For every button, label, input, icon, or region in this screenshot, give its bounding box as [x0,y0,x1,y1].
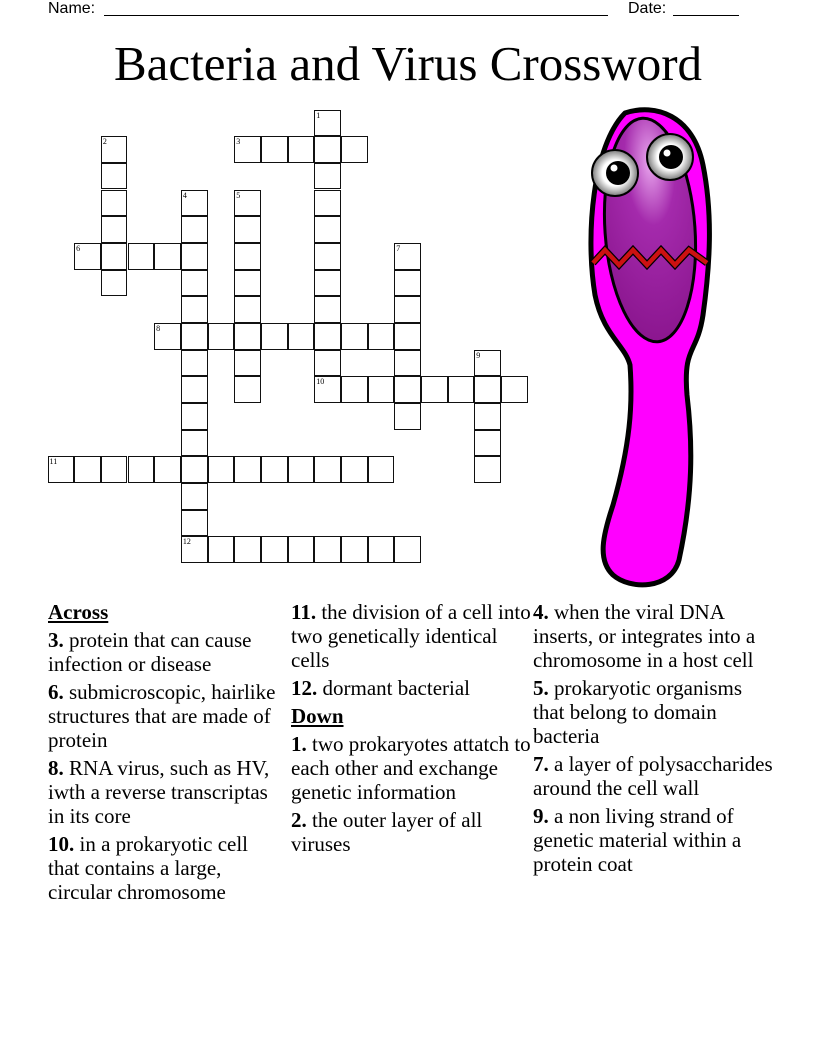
crossword-grid [48,110,548,580]
grid-cell[interactable] [314,296,341,323]
clue-down-1: 1. two prokaryotes attatch to each other and exchange genetic information [291,732,531,804]
grid-cell[interactable] [314,243,341,270]
grid-cell[interactable] [368,323,395,350]
down-heading: Down [291,704,344,728]
clue-across-11: 11. the division of a cell into two genetically identical cells [291,600,531,672]
grid-cell[interactable] [474,456,501,483]
grid-cell[interactable] [181,270,208,297]
grid-cell[interactable] [101,136,128,163]
clue-number: 2 [102,137,107,147]
grid-cell[interactable] [368,376,395,403]
clue-number: 1 [316,110,321,120]
across-heading: Across [48,600,109,624]
grid-cell[interactable] [261,456,288,483]
grid-cell[interactable] [314,456,341,483]
bacterium-illustration [575,105,725,595]
grid-cell[interactable] [341,456,368,483]
clues-column-2 [291,600,531,860]
grid-cell[interactable] [234,456,261,483]
clue-number: 3 [236,137,241,147]
grid-cell[interactable] [314,350,341,377]
grid-cell[interactable] [101,216,128,243]
grid-cell[interactable] [368,456,395,483]
clue-across-3: 3. protein that can cause infection or disease [48,628,252,676]
clue-down-9: 9. a non living strand of genetic material within a protein coat [533,804,742,876]
grid-cell[interactable] [314,323,341,350]
clue-number: 7 [396,243,401,253]
grid-cell[interactable] [288,536,315,563]
date-label: Date: [628,0,667,17]
clues-column-1 [48,600,278,908]
clue-number: 6 [76,243,81,253]
grid-cell[interactable] [181,403,208,430]
clue-number: 5 [236,190,241,200]
clue-number: 4 [182,190,187,200]
clue-number: 10 [316,377,325,387]
clue-across-12: 12. dormant bacterial [291,676,471,700]
grid-cell[interactable] [341,536,368,563]
grid-cell[interactable] [181,190,208,217]
grid-cell[interactable] [288,456,315,483]
grid-cell[interactable] [341,323,368,350]
clue-down-7: 7. a layer of polysaccharides around the cell wall [533,752,773,800]
grid-cell[interactable] [368,536,395,563]
grid-cell[interactable] [208,456,235,483]
grid-cell[interactable] [314,136,341,163]
grid-cell[interactable] [314,163,341,190]
grid-cell[interactable] [74,456,101,483]
grid-cell[interactable] [181,536,208,563]
grid-cell[interactable] [101,456,128,483]
grid-cell[interactable] [501,376,528,403]
grid-cell[interactable] [101,243,128,270]
grid-cell[interactable] [181,323,208,350]
grid-cell[interactable] [314,190,341,217]
grid-cell[interactable] [234,323,261,350]
grid-cell[interactable] [288,323,315,350]
clue-across-6: 6. submicroscopic, hairlike structures that are made of protein [48,680,276,752]
header [48,0,748,20]
grid-cell[interactable] [261,136,288,163]
grid-cell[interactable] [234,216,261,243]
grid-cell[interactable] [234,376,261,403]
clue-across-8: 8. RNA virus, such as HV, iwth a reverse transcriptas in its core [48,756,270,828]
grid-cell[interactable] [181,216,208,243]
grid-cell[interactable] [261,323,288,350]
clue-number: 12 [182,537,191,547]
name-field[interactable] [104,15,608,16]
grid-cell[interactable] [101,190,128,217]
grid-cell[interactable] [181,376,208,403]
grid-cell[interactable] [48,456,75,483]
grid-cell[interactable] [234,270,261,297]
grid-cell[interactable] [181,483,208,510]
grid-cell[interactable] [288,136,315,163]
grid-cell[interactable] [341,136,368,163]
clue-number: 11 [49,457,58,467]
grid-cell[interactable] [181,243,208,270]
grid-cell[interactable] [421,376,448,403]
grid-cell[interactable] [208,536,235,563]
grid-cell[interactable] [154,323,181,350]
date-field[interactable] [673,15,739,16]
grid-cell[interactable] [314,270,341,297]
grid-cell[interactable] [474,403,501,430]
grid-cell[interactable] [394,350,421,377]
page-title: Bacteria and Virus Crossword [113,36,703,91]
grid-cell[interactable] [181,350,208,377]
left-eye [592,150,638,196]
clue-down-2: 2. the outer layer of all viruses [291,808,483,856]
grid-cell[interactable] [314,216,341,243]
grid-cell[interactable] [181,296,208,323]
clue-down-5: 5. prokaryotic organisms that belong to domain bacteria [533,676,742,748]
grid-cell[interactable] [154,456,181,483]
grid-cell[interactable] [101,163,128,190]
grid-cell[interactable] [128,456,155,483]
grid-cell[interactable] [448,376,475,403]
clue-down-4: 4. when the viral DNA inserts, or integrates into a chromosome in a host cell [533,600,756,672]
grid-cell[interactable] [474,350,501,377]
clue-number: 8 [156,323,161,333]
grid-cell[interactable] [394,243,421,270]
grid-cell[interactable] [181,510,208,537]
grid-cell[interactable] [128,243,155,270]
grid-cell[interactable] [181,456,208,483]
right-eye [647,134,693,180]
grid-cell[interactable] [314,110,341,137]
grid-cell[interactable] [394,376,421,403]
grid-cell[interactable] [234,296,261,323]
clues-column-3 [533,600,773,880]
clue-across-10: 10. in a prokaryotic cell that contains a large, circular chromosome [48,832,249,904]
grid-cell[interactable] [394,403,421,430]
grid-cell[interactable] [101,270,128,297]
grid-cell[interactable] [394,536,421,563]
grid-cell[interactable] [341,376,368,403]
grid-cell[interactable] [394,270,421,297]
clue-number: 9 [476,350,481,360]
grid-cell[interactable] [394,323,421,350]
grid-cell[interactable] [474,430,501,457]
grid-cell[interactable] [234,136,261,163]
grid-cell[interactable] [474,376,501,403]
grid-cell[interactable] [234,350,261,377]
grid-cell[interactable] [314,376,341,403]
grid-cell[interactable] [208,323,235,350]
grid-cell[interactable] [234,190,261,217]
grid-cell[interactable] [234,536,261,563]
grid-cell[interactable] [74,243,101,270]
grid-cell[interactable] [234,243,261,270]
name-label: Name: [48,0,96,17]
grid-cell[interactable] [314,536,341,563]
grid-cell[interactable] [261,536,288,563]
grid-cell[interactable] [181,430,208,457]
grid-cell[interactable] [394,296,421,323]
grid-cell[interactable] [154,243,181,270]
